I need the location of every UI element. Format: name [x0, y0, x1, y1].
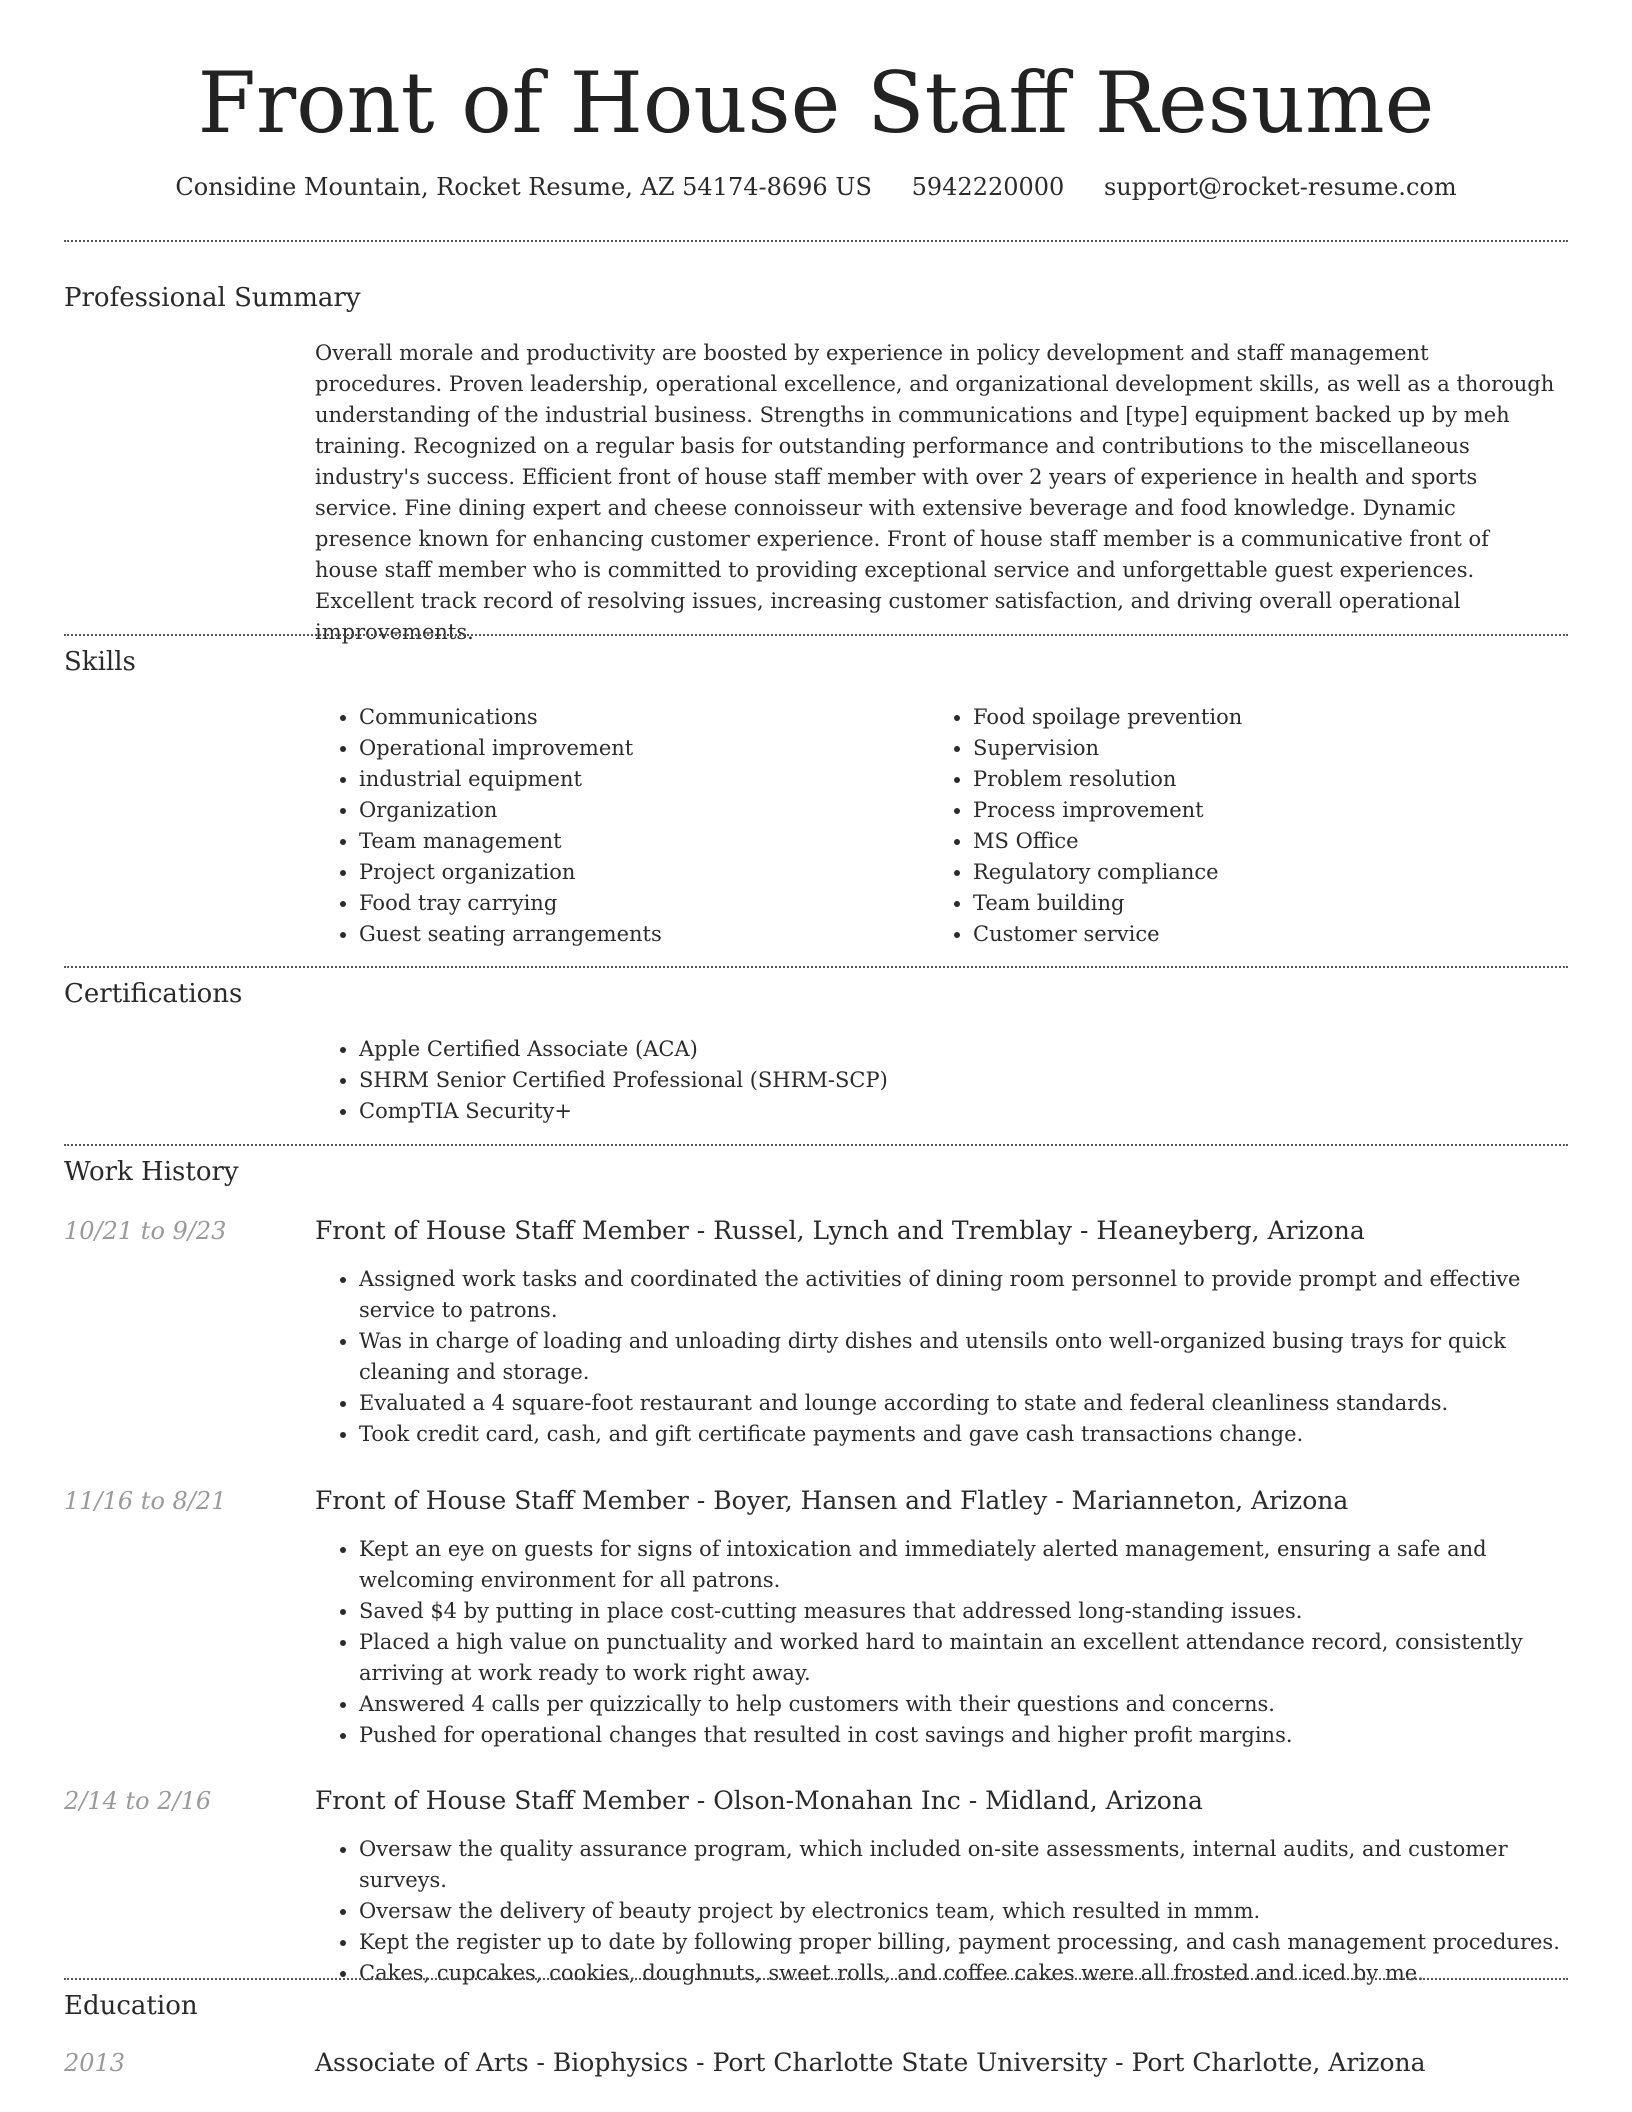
- job-dates: 2/14 to 2/16: [64, 1787, 212, 1815]
- skill-item: • Communications: [359, 702, 919, 733]
- divider: [64, 634, 1568, 636]
- job-title: Front of House Staff Member - Boyer, Hansen and Flatley - Marianneton, Arizona: [315, 1486, 1349, 1515]
- skill-item: • Team management: [359, 826, 919, 857]
- job-bullet: • Assigned work tasks and coordinated the activities of dining room personnel to provide prompt and effective service to patrons.: [359, 1264, 1599, 1326]
- skill-item: • industrial equipment: [359, 764, 919, 795]
- job-bullet: • Was in charge of loading and unloading dirty dishes and utensils onto well-organized busing trays for quick cleaning and storage.: [359, 1326, 1599, 1388]
- job-bullet: • Kept the register up to date by following proper billing, payment processing, and cash management procedures.: [359, 1927, 1599, 1958]
- skill-item: • MS Office: [973, 826, 1533, 857]
- divider: [64, 1144, 1568, 1146]
- certifications-heading: Certifications: [64, 979, 243, 1009]
- skill-item: • Customer service: [973, 919, 1533, 950]
- job-title: Front of House Staff Member - Olson-Monahan Inc - Midland, Arizona: [315, 1786, 1203, 1815]
- skill-item: • Food spoilage prevention: [973, 702, 1533, 733]
- contact-email: support@rocket-resume.com: [1103, 173, 1457, 201]
- certification-item: • CompTIA Security+: [359, 1096, 1559, 1127]
- skills-list-right: [929, 702, 1533, 950]
- job-bullet: • Placed a high value on punctuality and worked hard to maintain an excellent attendance record, consistently arriving at work ready to work right away.: [359, 1627, 1599, 1689]
- skill-item: • Food tray carrying: [359, 888, 919, 919]
- skill-item: • Regulatory compliance: [973, 857, 1533, 888]
- certification-item: • Apple Certified Associate (ACA): [359, 1034, 1559, 1065]
- job-bullets: [315, 1264, 1599, 1450]
- job-dates: 11/16 to 8/21: [64, 1487, 227, 1515]
- divider: [64, 966, 1568, 968]
- job-bullet: • Oversaw the quality assurance program, which included on-site assessments, internal audits, and customer surveys.: [359, 1834, 1599, 1896]
- skills-list-left: [315, 702, 919, 950]
- education-year: 2013: [64, 2049, 126, 2077]
- certification-item: • SHRM Senior Certified Professional (SHRM-SCP): [359, 1065, 1559, 1096]
- job-bullet: • Evaluated a 4 square-foot restaurant and lounge according to state and federal cleanliness standards.: [359, 1388, 1599, 1419]
- job-title: Front of House Staff Member - Russel, Lynch and Tremblay - Heaneyberg, Arizona: [315, 1216, 1365, 1245]
- job-bullet: • Kept an eye on guests for signs of intoxication and immediately alerted management, ensuring a safe and welcoming environment for all patrons.: [359, 1534, 1599, 1596]
- skill-item: • Guest seating arrangements: [359, 919, 919, 950]
- job-bullet: • Answered 4 calls per quizzically to help customers with their questions and concerns.: [359, 1689, 1599, 1720]
- divider: [64, 240, 1568, 242]
- skill-item: • Process improvement: [973, 795, 1533, 826]
- job-bullets: [315, 1534, 1599, 1751]
- divider: [64, 1978, 1568, 1980]
- summary-heading: Professional Summary: [64, 283, 361, 313]
- job-bullet: • Pushed for operational changes that resulted in cost savings and higher profit margins.: [359, 1720, 1599, 1751]
- work-history-heading: Work History: [64, 1157, 239, 1187]
- job-bullet: • Oversaw the delivery of beauty project by electronics team, which resulted in mmm.: [359, 1896, 1599, 1927]
- skill-item: • Operational improvement: [359, 733, 919, 764]
- job-dates: 10/21 to 9/23: [64, 1217, 227, 1245]
- education-degree: Associate of Arts - Biophysics - Port Charlotte State University - Port Charlotte, Arizona: [315, 2048, 1426, 2077]
- job-bullets: [315, 1834, 1599, 1989]
- skill-item: • Problem resolution: [973, 764, 1533, 795]
- summary-text: Overall morale and productivity are boosted by experience in policy development and staff management procedures. Proven leadership, operational excellence, and organizational development skills, as well as a thorough understanding of the industrial business. Strengths in communications and [type] equipment backed up by meh training. Recognized on a regular basis for outstanding performance and contributions to the miscellaneous industry's success. Efficient front of house staff member with over 2 years of experience in health and sports service. Fine dining expert and cheese connoisseur with extensive beverage and food knowledge. Dynamic presence known for enhancing customer experience. Front of house staff member is a communicative front of house staff member who is committed to providing exceptional service and unforgettable guest experiences. Excellent track record of resolving issues, increasing customer satisfaction, and driving overall operational improvements.: [315, 341, 1555, 644]
- contact-address: Considine Mountain, Rocket Resume, AZ 54174-8696 US: [175, 173, 872, 201]
- skill-item: • Organization: [359, 795, 919, 826]
- job-bullet: • Took credit card, cash, and gift certificate payments and gave cash transactions change.: [359, 1419, 1599, 1450]
- contact-phone: 5942220000: [911, 173, 1065, 201]
- job-bullet: • Saved $4 by putting in place cost-cutting measures that addressed long-standing issues.: [359, 1596, 1599, 1627]
- certifications-list: [315, 1034, 1559, 1127]
- skill-item: • Team building: [973, 888, 1533, 919]
- contact-line: [0, 170, 1632, 204]
- education-heading: Education: [64, 1991, 198, 2021]
- skill-item: • Supervision: [973, 733, 1533, 764]
- skills-heading: Skills: [64, 647, 136, 677]
- resume-title: Front of House Staff Resume: [197, 54, 1435, 152]
- job-bullet: • Cakes, cupcakes, cookies, doughnuts, sweet rolls, and coffee cakes were all frosted and iced by me.: [359, 1958, 1599, 1989]
- skill-item: • Project organization: [359, 857, 919, 888]
